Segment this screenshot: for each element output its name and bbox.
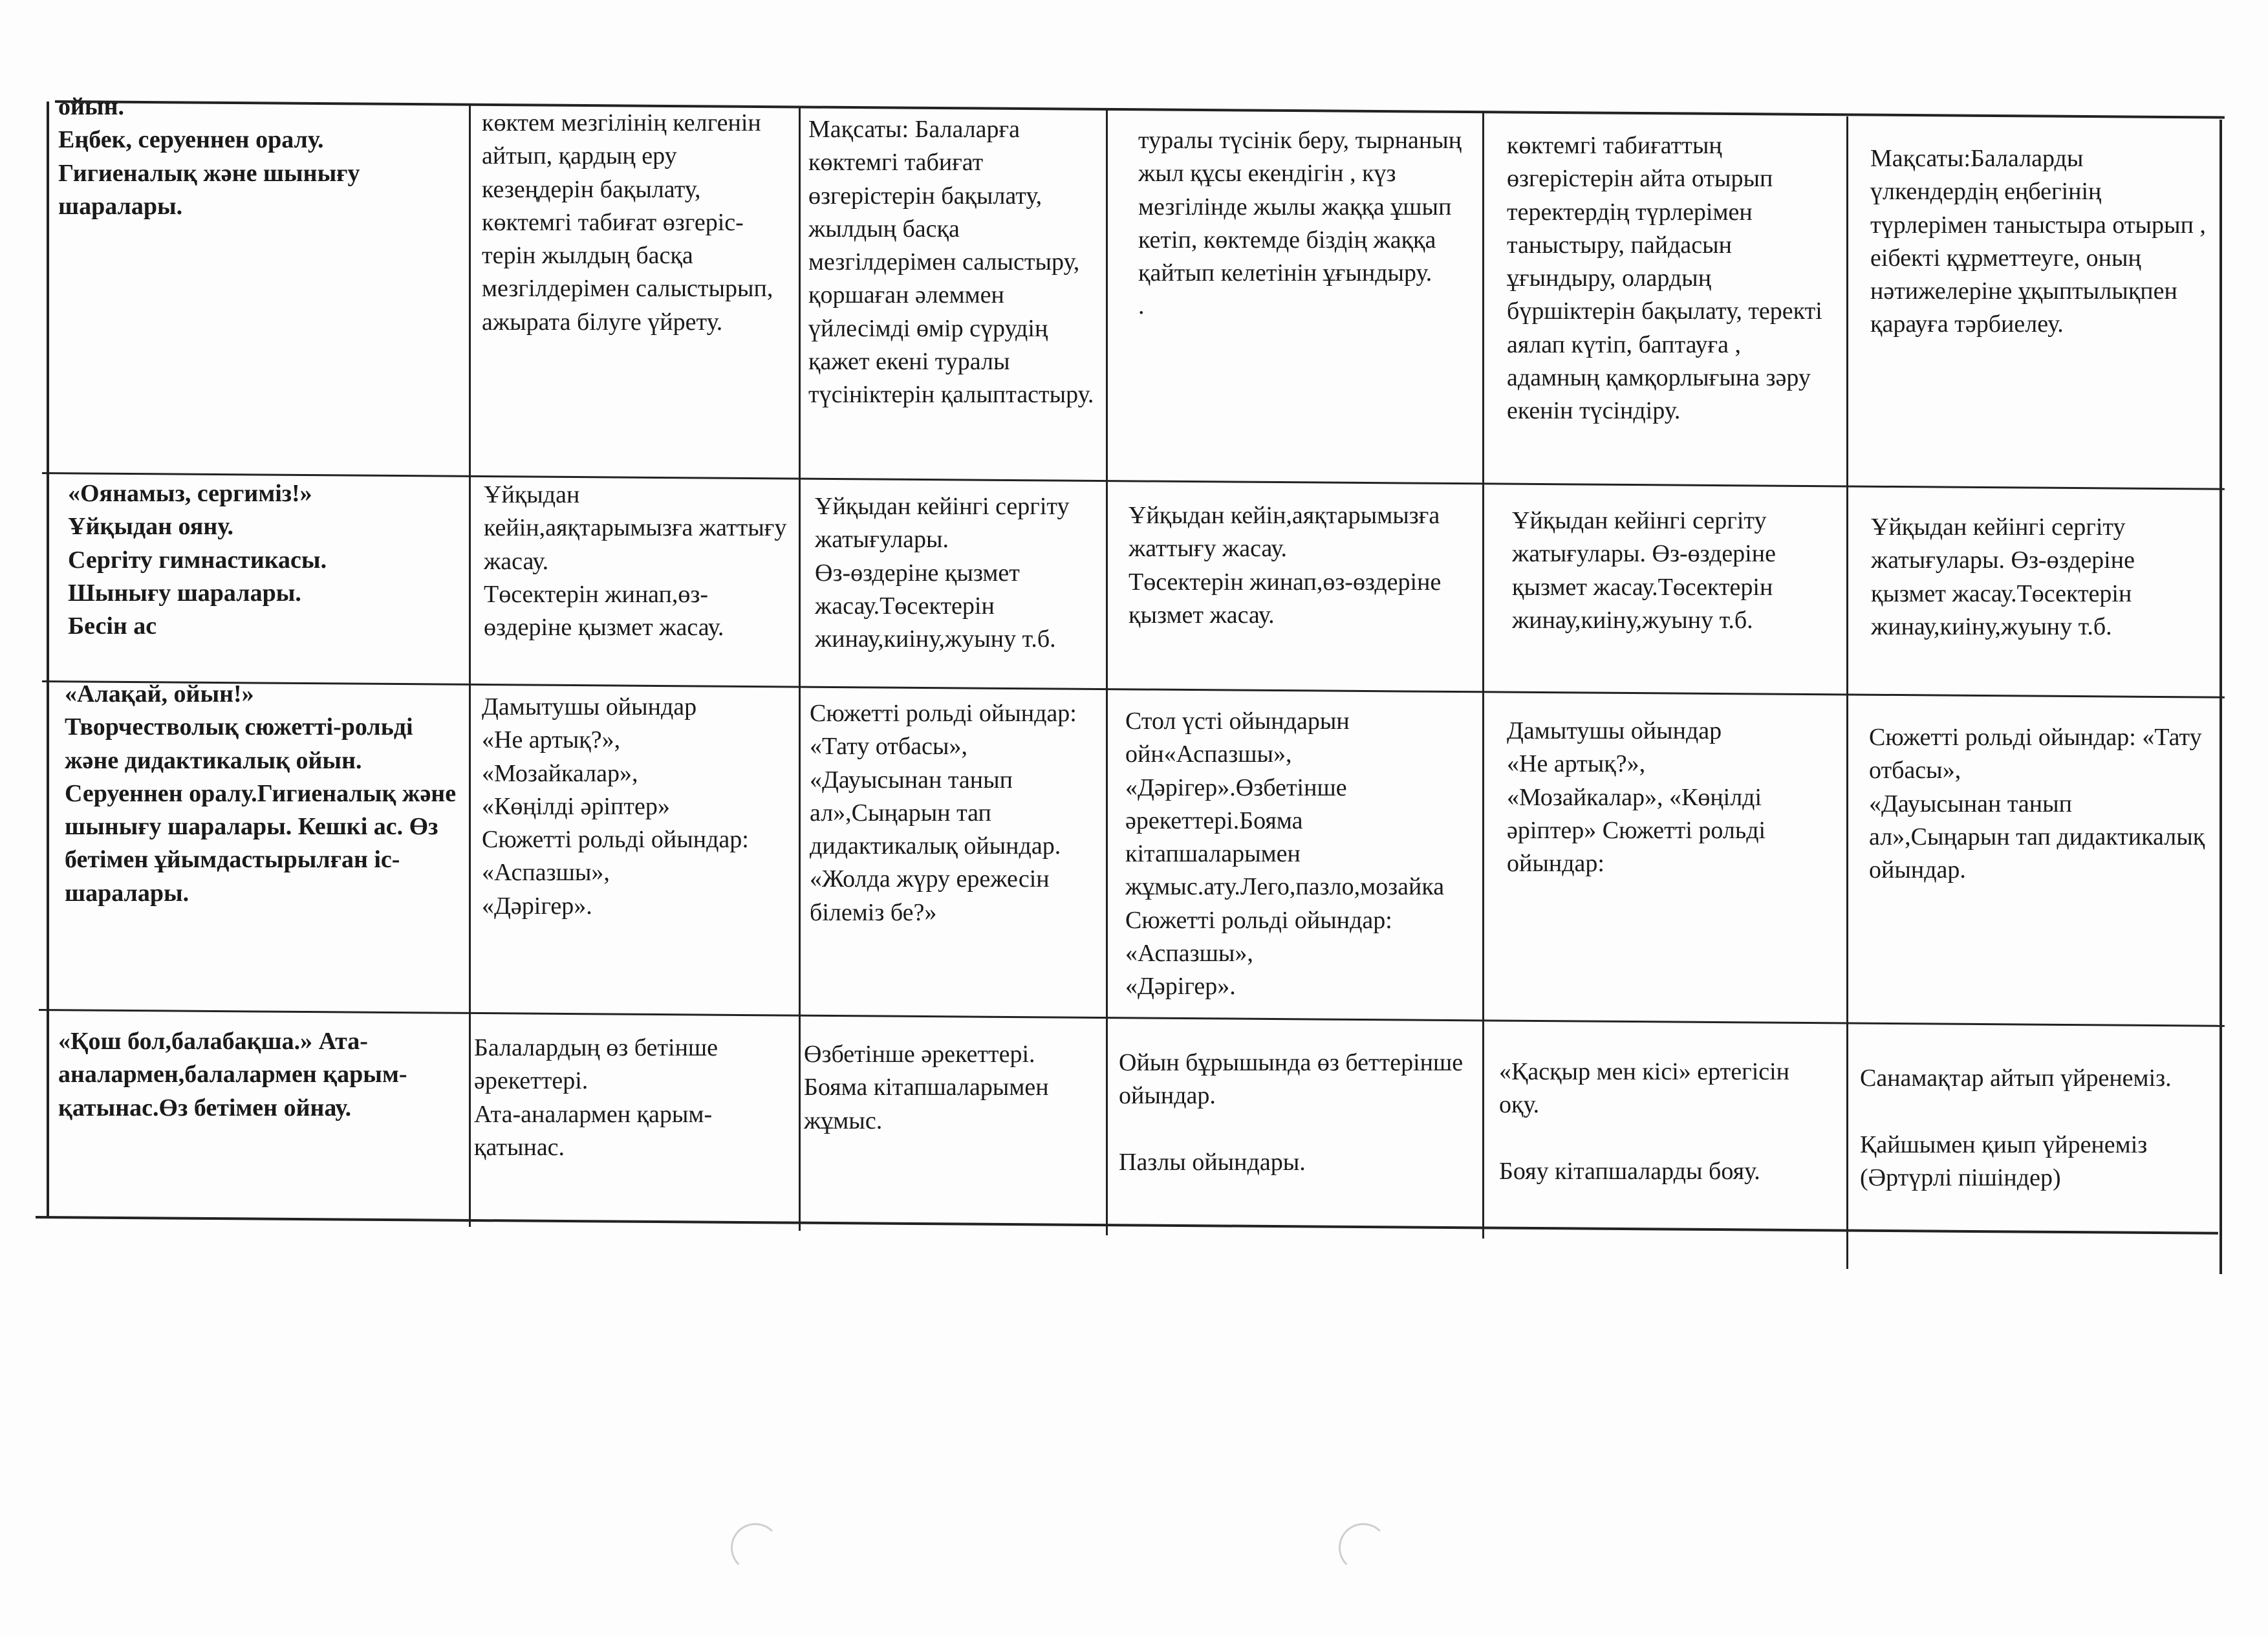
row-1-col-4: көктемгі табиғаттың өзгерістерін айта отырып теректердің түрлерімен таныстыру, пайдасын ұғындыру, олардың бүршіктерін бақылату, теректі аялап күтіп, баптауға , адамның қамқорлығына зәру екенін түсіндіру.	[1507, 132, 1822, 425]
table-border-right	[2219, 120, 2222, 1274]
row-2-header: «Оянамыз, сергиміз!» Ұйқыдан ояну. Сергіту гимнастикасы. Шынығу шаралары. Бесін ас	[68, 480, 327, 640]
row-4-col-2: Өзбетінше әрекеттері. Бояма кітапшаларымен жұмыс.	[804, 1041, 1049, 1134]
row-2-col-4: Ұйқыдан кейінгі сергіту жатығулары. Өз-өздеріне қызмет жасау.Төсектерін жинау,киіну,жуыну т.б.	[1512, 507, 1776, 634]
row-4-col-3: Ойын бұрышында өз беттерінше ойындар. Пазлы ойындары.	[1119, 1049, 1463, 1176]
row-3-col-4: Дамытушы ойындар «Не артық?», «Мозайкалар», «Көңілді әріптер» Сюжетті рольді ойындар:	[1507, 717, 1766, 878]
table-border-left	[47, 102, 49, 1217]
row-2-col-1: Ұйқыдан кейін,аяқтарымызға жаттығу жасау. Төсектерін жинап,өз-өздеріне қызмет жасау.	[484, 481, 787, 642]
row-4-col-4: «Қасқыр мен кісі» ертегісін оқу. Бояу кітапшаларды бояу.	[1499, 1058, 1790, 1185]
row-2-col-5: Ұйқыдан кейінгі сергіту жатығулары. Өз-өздеріне қызмет жасау.Төсектерін жинау,киіну,жуыну т.б.	[1871, 514, 2135, 640]
row-4-col-1: Балалардың өз бетінше әрекеттері. Ата-аналармен қарым-қатынас.	[474, 1034, 718, 1161]
row-4-col-5: Санамақтар айтып үйренеміз. Қайшымен қиып үйренеміз (Әртүрлі пішіндер)	[1860, 1065, 2172, 1191]
col-divider-4	[1482, 113, 1484, 1239]
row-3-col-3: Стол үсті ойындарын ойн«Аспазшы», «Дәрігер».Өзбетінше әрекеттері.Бояма кітапшаларымен жұмыс.ату.Лего,пазло,мозайка Сюжетті рольді ойындар: «Аспазшы», «Дәрігер».	[1125, 708, 1445, 1001]
row-1-col-3: туралы түсінік беру, тырнаның жыл құсы екендігін , күз мезгілінде жылы жаққа ұшып кетіп, көктемде біздің жаққа қайтып келетінін ұғындыру. .	[1138, 127, 1462, 320]
row-3-col-5: Сюжетті рольді ойындар: «Тату отбасы», «Дауысынан танып ал»,Сыңарын тап дидактикалық ойындар.	[1869, 724, 2205, 884]
punch-hole-mark	[731, 1523, 780, 1572]
row-4-header: «Қош бол,балабақша.» Ата-аналармен,балалармен қарым-қатынас.Өз бетімен ойнау.	[58, 1028, 407, 1121]
col-divider-3	[1106, 110, 1108, 1235]
row-1-col-2: Мақсаты: Балаларға көктемгі табиғат өзгерістерін бақылату, жылдың басқа мезгілдерімен салыстыру, қоршаған әлеммен үйлесімді өмір сүрудің қажет екені туралы түсініктерін қалыптастыру.	[808, 116, 1094, 409]
col-divider-1	[469, 105, 471, 1227]
row-2-col-2: Ұйқыдан кейінгі сергіту жатығулары. Өз-өздеріне қызмет жасау.Төсектерін жинау,киіну,жуыну т.б.	[815, 493, 1070, 653]
row-3-col-1: Дамытушы ойындар «Не артық?», «Мозайкалар», «Көңілді әріптер» Сюжетті рольді ойындар: «Аспазшы», «Дәрігер».	[482, 693, 749, 920]
row-1-header: ойын. Еңбек, серуеннен оралу. Гигиеналық және шынығу шаралары.	[58, 93, 360, 220]
row-3-header: «Алақай, ойын!» Творчестволық сюжетті-рольді және дидактикалық ойын. Серуеннен оралу.Гигиеналық және шынығу шаралары. Кешкі ас. Өз бетімен ұйымдастырылған іс-шаралары.	[65, 680, 457, 907]
punch-hole-mark	[1339, 1523, 1388, 1572]
row-2-col-3: Ұйқыдан кейін,аяқтарымызға жаттығу жасау. Төсектерін жинап,өз-өздеріне қызмет жасау.	[1129, 502, 1442, 629]
col-divider-5	[1846, 116, 1848, 1269]
row-1-col-1: көктем мезгілінің келгенін айтып, қардың еру кезеңдерін бақылату, көктемгі табиғат өзгеріс-терін жылдың басқа мезгілдерімен салыстырып, ажырата білуге үйрету.	[482, 109, 773, 336]
row-3-col-2: Сюжетті рольді ойындар: «Тату отбасы», «Дауысынан танып ал»,Сыңарын тап дидактикалық ойындар. «Жолда жүру ережесін білеміз бе?»	[810, 700, 1077, 926]
col-divider-2	[799, 107, 801, 1231]
row-1-col-5: Мақсаты:Балаларды үлкендердің еңбегінің түрлерімен таныстыра отырып , еібекті құрметтеуге, оның нәтижелеріне ұқыптылықпен қарауға тәрбиелеу.	[1870, 145, 2206, 338]
